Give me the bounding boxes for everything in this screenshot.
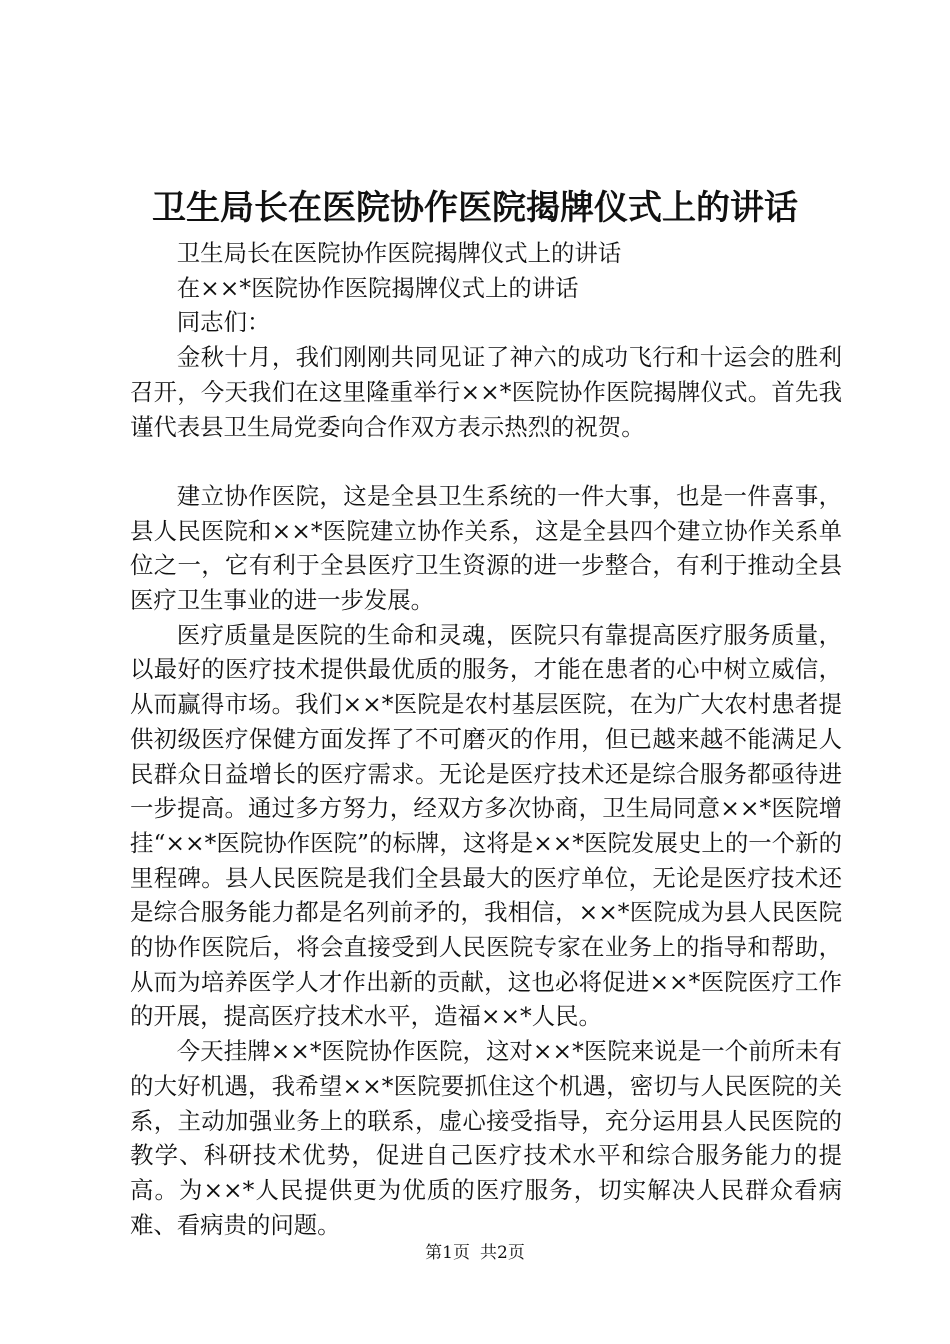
page-number: 第1页	[425, 1243, 470, 1263]
paragraph-cooperation: 建立协作医院，这是全县卫生系统的一件大事，也是一件喜事，县人民医院和××*医院建立协作关系，这是全县四个建立协作关系单位之一，它有利于全县医疗卫生资源的进一步整合，有利于推动全县医疗卫生事业的进一步发展。	[130, 481, 842, 615]
salutation: 同志们：	[176, 308, 271, 337]
document-body	[130, 236, 842, 1242]
document-title: 卫生局长在医院协作医院揭牌仪式上的讲话	[152, 188, 798, 228]
page-total: 共2页	[480, 1243, 525, 1263]
speech-heading-line: 在××*医院协作医院揭牌仪式上的讲话	[176, 273, 579, 302]
page-footer	[0, 1240, 950, 1266]
paragraph-opportunity: 今天挂牌××*医院协作医院，这对××*医院来说是一个前所未有的大好机遇，我希望××*医院要抓住这个机遇，密切与人民医院的关系，主动加强业务上的联系，虚心接受指导，充分运用县人民医院的教学、科研技术优势，促进自己医疗技术水平和综合服务能力的提高。为××*人民提供更为优质的医疗服务，切实解决人民群众看病难、看病贵的问题。	[130, 1037, 842, 1239]
paragraph-quality: 医疗质量是医院的生命和灵魂，医院只有靠提高医疗服务质量，以最好的医疗技术提供最优质的服务，才能在患者的心中树立威信，从而赢得市场。我们××*医院是农村基层医院，在为广大农村患者提供初级医疗保健方面发挥了不可磨灭的作用，但已越来越不能满足人民群众日益增长的医疗需求。无论是医疗技术还是综合服务都亟待进一步提高。通过多方努力，经双方多次协商，卫生局同意××*医院增挂“××*医院协作医院”的标牌，这将是××*医院发展史上的一个新的里程碑。县人民医院是我们全县最大的医疗单位，无论是医疗技术还是综合服务能力都是名列前矛的，我相信，××*医院成为县人民医院的协作医院后，将会直接受到人民医院专家在业务上的指导和帮助，从而为培养医学人才作出新的贡献，这也必将促进××*医院医疗工作的开展，提高医疗技术水平，造福××*人民。	[130, 620, 842, 1031]
subtitle-line: 卫生局长在医院协作医院揭牌仪式上的讲话	[176, 239, 622, 267]
paragraph-opening: 金秋十月，我们刚刚共同见证了神六的成功飞行和十运会的胜利召开，今天我们在这里隆重举行××*医院协作医院揭牌仪式。首先我谨代表县卫生局党委向合作双方表示热烈的祝贺。	[130, 343, 842, 441]
